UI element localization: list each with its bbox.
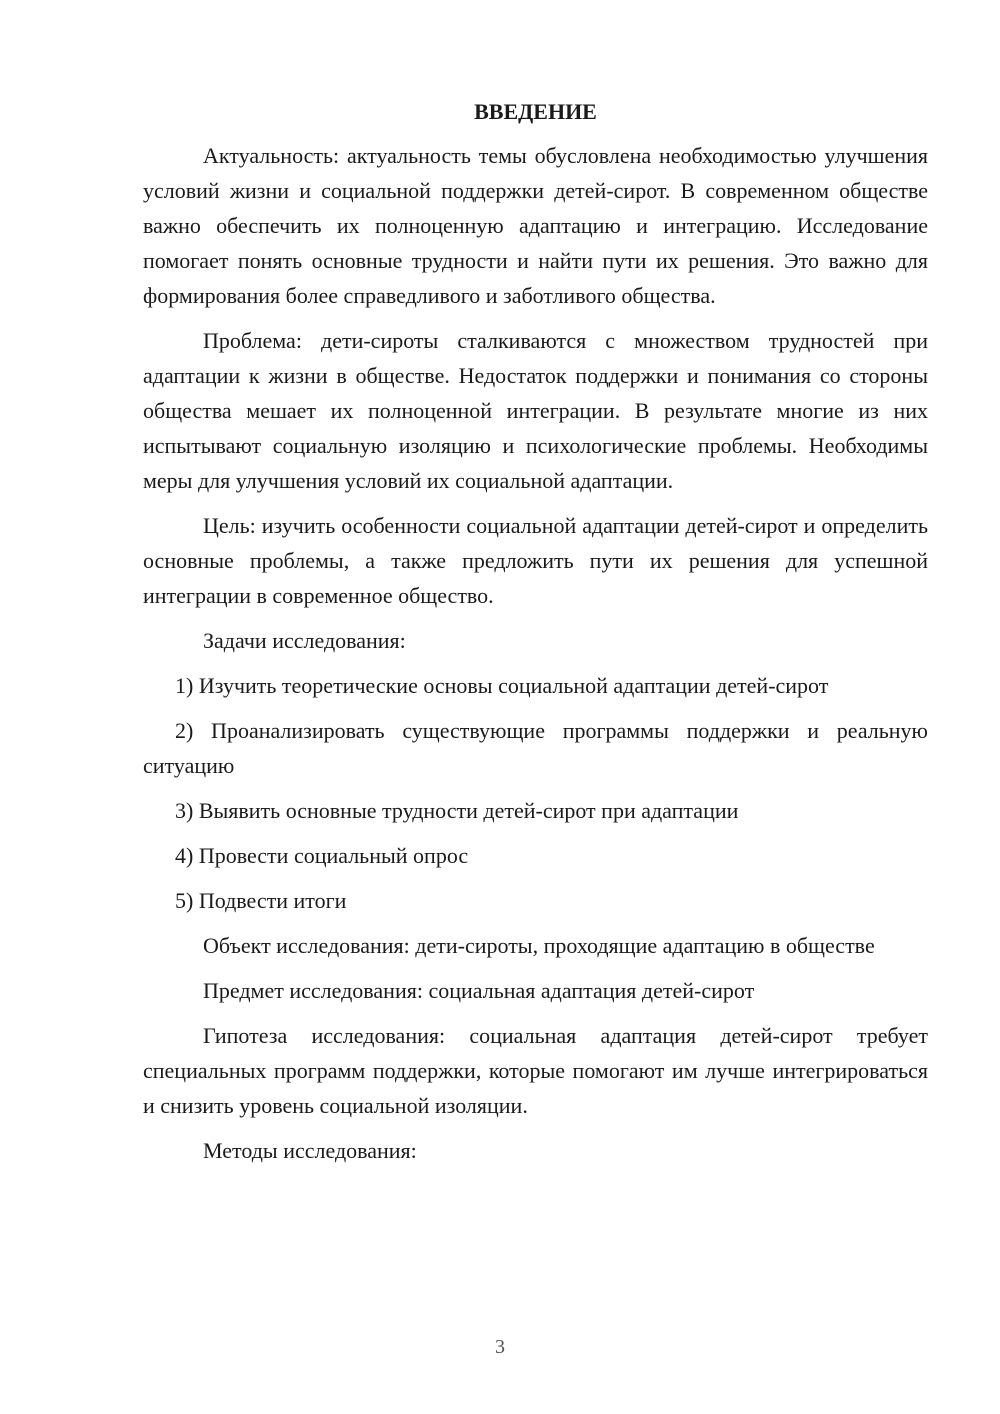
paragraph-hypothesis: Гипотеза исследования: социальная адаптация детей-сирот требует специальных программ поддержки, которые помогают им лучше интегрироваться и снизить уровень социальной изоляции. xyxy=(143,1023,928,1118)
task-item-2: 2) Проанализировать существующие программы поддержки и реальную ситуацию xyxy=(143,718,928,778)
paragraph-tasks-heading: Задачи исследования: xyxy=(203,628,406,653)
document-page xyxy=(143,94,928,1178)
task-item-1: 1) Изучить теоретические основы социальной адаптации детей-сирот xyxy=(175,673,829,698)
paragraph-object: Объект исследования: дети-сироты, проходящие адаптацию в обществе xyxy=(203,933,875,958)
task-item-4: 4) Провести социальный опрос xyxy=(175,843,469,868)
page-number: 3 xyxy=(495,1336,505,1358)
paragraph-methods: Методы исследования: xyxy=(203,1138,417,1163)
paragraph-relevance: Актуальность: актуальность темы обусловлена необходимостью улучшения условий жизни и социальной поддержки детей-сирот. В современном обществе важно обеспечить их полноценную адаптацию и интеграцию. Исследование помогает понять основные трудности и найти пути их решения. Это важно для формирования более справедливого и заботливого общества. xyxy=(143,143,928,308)
paragraph-goal: Цель: изучить особенности социальной адаптации детей-сирот и определить основные проблемы, а также предложить пути их решения для успешной интеграции в современное общество. xyxy=(143,513,928,608)
task-item-3: 3) Выявить основные трудности детей-сирот при адаптации xyxy=(175,798,739,823)
paragraph-subject: Предмет исследования: социальная адаптация детей-сирот xyxy=(203,978,755,1003)
section-title: ВВЕДЕНИЕ xyxy=(474,99,597,124)
paragraph-problem: Проблема: дети-сироты сталкиваются с множеством трудностей при адаптации к жизни в обществе. Недостаток поддержки и понимания со стороны общества мешает их полноценной интеграции. В результате многие из них испытывают социальную изоляцию и психологические проблемы. Необходимы меры для улучшения условий их социальной адаптации. xyxy=(143,328,928,493)
task-item-5: 5) Подвести итоги xyxy=(175,888,347,913)
